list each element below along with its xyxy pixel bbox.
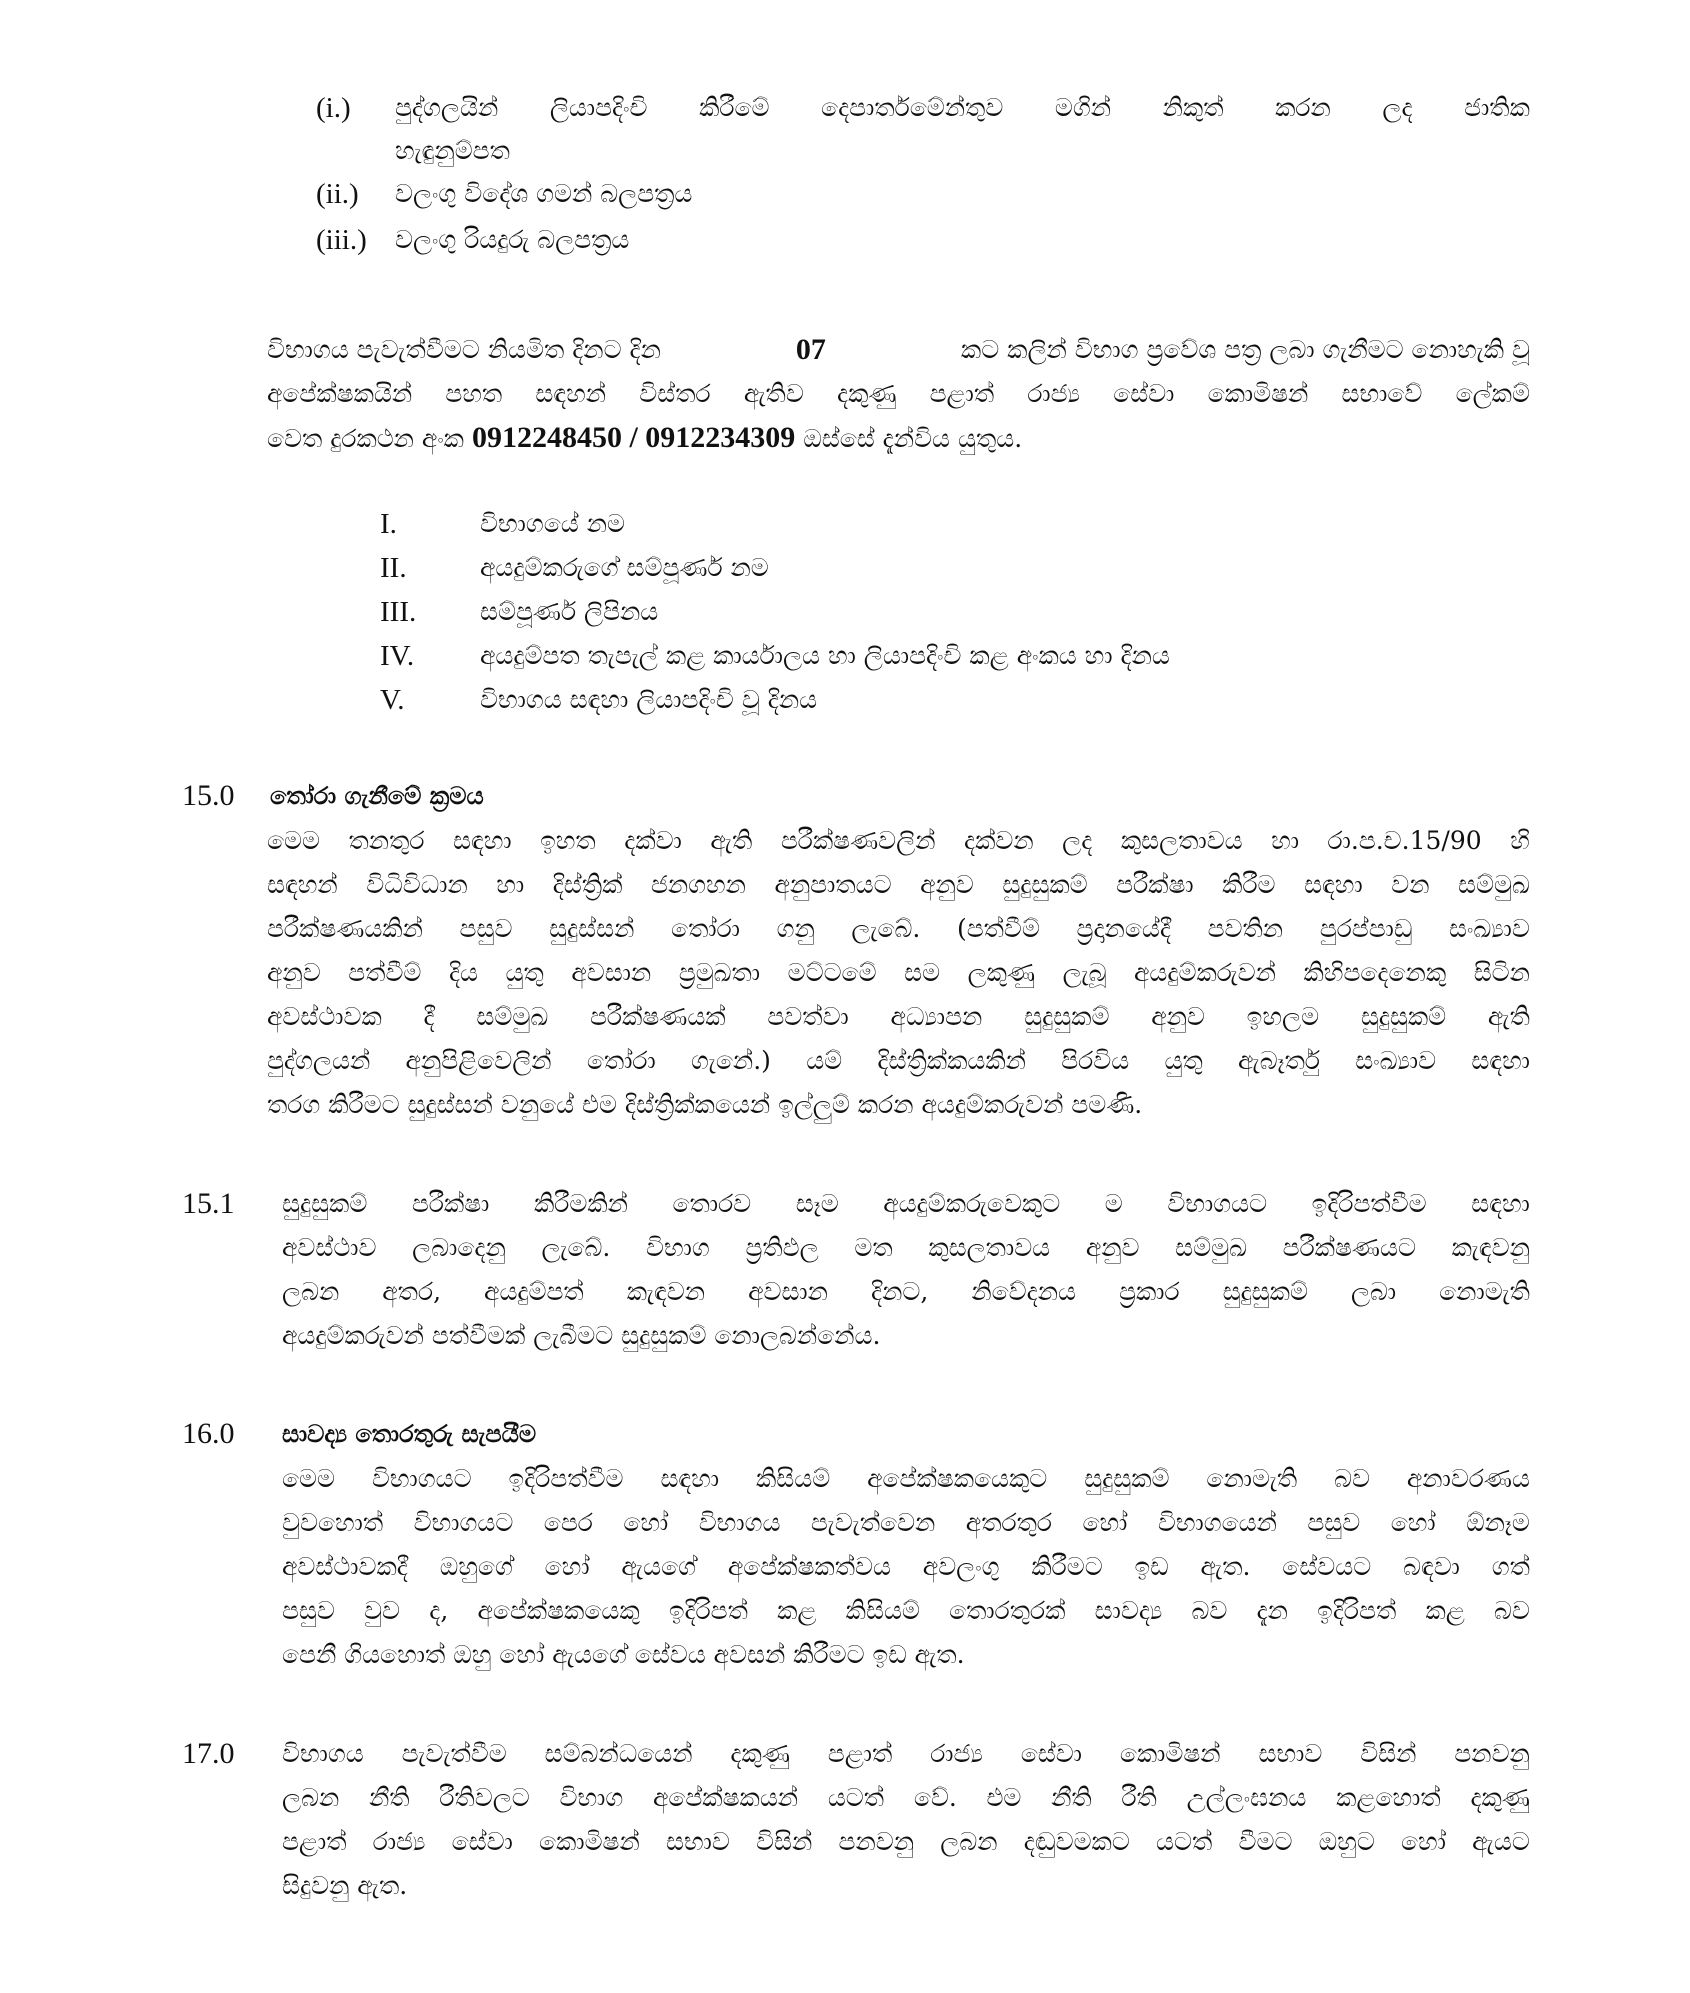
word: යුතු	[1164, 1046, 1203, 1075]
word: දෙපාර්තමේන්තුව	[821, 93, 1004, 122]
word: සුදුසුකම්	[1002, 870, 1088, 899]
section-heading: සාවද්‍ය තොරතුරු සැපයීම	[282, 1419, 537, 1448]
word: අනුපාතයට	[774, 870, 892, 899]
word: ජාතික	[1464, 93, 1530, 122]
list-item-text: වලංගු රියදුරු බලපත්‍රය	[395, 225, 630, 254]
word: දකුණු	[730, 1739, 790, 1768]
word: නොමැති	[1206, 1464, 1298, 1493]
word: හෝ	[544, 1552, 590, 1581]
list-item-text: අයදුම්පත තැපැල් කළ කාර්යාලය හා ලියාපදිංචි කළ අංකය හා දිනය	[480, 641, 1170, 670]
list-marker: (i.)	[316, 92, 351, 124]
paragraph-line	[267, 1045, 1530, 1077]
word: සඳහා	[1471, 1189, 1530, 1218]
paragraph-line	[267, 913, 1530, 945]
word: රාජ්‍ය	[930, 1739, 983, 1768]
word: කැඳවනු	[1451, 1233, 1530, 1262]
word: කොමිෂන්	[539, 1827, 640, 1856]
word: සඳහන්	[267, 870, 338, 899]
word: කැඳවන	[626, 1277, 706, 1306]
paragraph-line	[267, 825, 1530, 857]
word: සාවද්‍ය	[1094, 1596, 1163, 1625]
word: ලබන	[282, 1277, 340, 1306]
word: පුද්ගලයින්	[395, 93, 499, 122]
word: සභාව	[1258, 1739, 1323, 1768]
word: අපේක්ෂකයෙකුට	[867, 1464, 1048, 1493]
word: ලකුණු	[967, 958, 1036, 987]
word: අනුව	[1151, 1002, 1205, 1031]
word: පවත්වා	[767, 1002, 849, 1031]
word: සේවා	[1020, 1739, 1082, 1768]
word: විසින්	[756, 1827, 813, 1856]
word: පෙර	[543, 1508, 593, 1537]
word: පරීක්ෂණයක්	[590, 1002, 726, 1031]
word: අනුව	[267, 958, 321, 987]
paragraph-line	[267, 422, 1022, 455]
word: පහත	[445, 379, 503, 408]
word: පුද්ගලයන්	[267, 1046, 371, 1075]
list-marker: III.	[380, 596, 417, 628]
word: එම	[986, 1783, 1022, 1812]
word: පසුව	[282, 1596, 335, 1625]
word: තෝරා	[671, 914, 740, 943]
word: විභාගය	[698, 1508, 781, 1537]
word: පනවනු	[1454, 1739, 1530, 1768]
word: බව	[1494, 1596, 1530, 1625]
word: කළ	[1425, 1596, 1465, 1625]
word: බඳවා	[1403, 1552, 1460, 1581]
paragraph-line: පෙනී ගියහොත් ඔහු හෝ ඇයගේ සේවය අවසන් කිරීමට ඉඩ ඇත.	[282, 1640, 965, 1669]
word: පරීක්ෂා	[411, 1189, 490, 1218]
word: නිකුත්	[1162, 93, 1224, 122]
phone-numbers: 0912248450 / 0912234309	[471, 421, 796, 454]
word: සභාව	[666, 1827, 730, 1856]
list-marker: IV.	[380, 640, 415, 672]
word: යටත්	[827, 1783, 885, 1812]
word: සුදුසුකම්	[1084, 1464, 1170, 1493]
list-item-text: වලංගු විදේශ ගමන් බලපත්‍රය	[395, 179, 693, 208]
word: දිනට,	[870, 1277, 929, 1306]
word: විස්තර	[639, 379, 711, 408]
word: කිරීම	[1222, 870, 1276, 899]
section-heading: තෝරා ගැනීමේ ක්‍රමය	[270, 781, 484, 810]
paragraph-line	[282, 1595, 1530, 1627]
word: විභාගයට	[371, 1464, 472, 1493]
word: සඳහා	[452, 826, 512, 855]
word: මත	[854, 1233, 893, 1262]
list-marker: V.	[380, 684, 405, 716]
word: දකුණු	[836, 379, 897, 408]
word: තනතුර	[348, 826, 425, 855]
list-item-text: විභාගයේ නම	[480, 509, 625, 538]
word: දී	[423, 1002, 435, 1031]
paragraph-line	[282, 1507, 1530, 1539]
word: සුදුසුකම්	[282, 1189, 368, 1218]
paragraph-line	[282, 1738, 1530, 1770]
list-marker: (ii.)	[316, 178, 359, 210]
word: අනුව	[920, 870, 974, 899]
word: කිරීමේ	[699, 93, 770, 122]
word: සේවා	[451, 1827, 513, 1856]
word: මෙම	[282, 1464, 335, 1493]
word: ඉඩ	[1134, 1552, 1169, 1581]
word: සම්මුඛ	[1175, 1233, 1247, 1262]
word: අපේක්ෂකයින්	[267, 379, 413, 408]
word: සඳහන්	[535, 379, 607, 408]
word: හෝ	[1082, 1508, 1128, 1537]
word: රීතිවලට	[439, 1783, 530, 1812]
word: හෝ	[1390, 1508, 1436, 1537]
word: මගින්	[1054, 93, 1112, 122]
word: සම්බන්ධයෙන්	[544, 1739, 693, 1768]
word: ලේකම්	[1455, 379, 1530, 408]
word: ලියාපදිංචි	[549, 93, 648, 122]
word: පරීක්ෂණයට	[1282, 1233, 1416, 1262]
word: ඉදිරිපත්වීම	[1311, 1189, 1427, 1218]
word: ලද	[1382, 93, 1413, 122]
list-item-text: සම්පූර්ණ ලිපිනය	[480, 597, 659, 626]
word: දකුණු	[1470, 1783, 1530, 1812]
word: බව	[1191, 1596, 1228, 1625]
word: ද,	[429, 1596, 449, 1625]
word: තොරතුරක්	[949, 1596, 1066, 1625]
list-item-text	[395, 92, 1530, 124]
word: කිසියම්	[755, 1464, 831, 1493]
word: පළාත්	[929, 379, 995, 408]
word: ප්‍රකාර	[1119, 1277, 1180, 1306]
word: පළාත්	[282, 1827, 347, 1856]
list-marker: II.	[380, 552, 407, 584]
paragraph-line	[267, 869, 1530, 901]
paragraph-line	[282, 1276, 1530, 1308]
section-number: 15.0	[182, 779, 235, 812]
word: විභාග	[559, 1783, 624, 1812]
section-number: 16.0	[182, 1417, 235, 1450]
word: සම්මුඛ	[476, 1002, 549, 1031]
word: ලැබේ.	[851, 914, 921, 943]
paragraph-line: සිදුවනු ඇත.	[282, 1871, 408, 1900]
word: මට්ටමේ	[787, 958, 877, 987]
word: කරන	[1275, 93, 1331, 122]
word: වුවහොත්	[282, 1508, 384, 1537]
word: හෝ	[1401, 1827, 1446, 1856]
word: ජනගහන	[650, 870, 746, 899]
word: ම	[1104, 1189, 1123, 1218]
paragraph-line	[282, 1782, 1530, 1814]
word: ඇති	[1487, 1002, 1530, 1031]
word: ලබන	[940, 1827, 998, 1856]
word: හා	[1271, 826, 1300, 855]
word: අතර,	[382, 1277, 442, 1306]
word: හෝ	[623, 1508, 669, 1537]
word: අවලංගු	[922, 1552, 1000, 1581]
word: සඳහා	[1304, 870, 1363, 899]
word: අනුව	[1085, 1233, 1140, 1262]
word: පසුව	[459, 914, 513, 943]
word: අතරතුර	[965, 1508, 1052, 1537]
word: ඇබෑර්තු	[1238, 1046, 1320, 1075]
word: අපේක්ෂකයන්	[652, 1783, 799, 1812]
word: කිසියම්	[845, 1596, 920, 1625]
word: ලබා	[1350, 1277, 1397, 1306]
word: ඇයට	[1472, 1827, 1530, 1856]
paragraph-line	[282, 1232, 1530, 1264]
word: ඉදිරිපත්	[668, 1596, 748, 1625]
word: අවස්ථාවක	[267, 1002, 382, 1031]
word: ඉදිරිපත්වීම	[508, 1464, 624, 1493]
word: වන	[1391, 870, 1430, 899]
word: පළාත්	[827, 1739, 893, 1768]
word: කිහිපදෙනෙකු	[1303, 958, 1447, 987]
word: ලැබූ	[1062, 958, 1107, 987]
word: පවතින	[1207, 914, 1284, 943]
word: පරීක්ෂණවලින්	[780, 826, 936, 855]
word: විධිවිධාන	[366, 870, 468, 899]
word: ඔහුට	[1318, 1827, 1375, 1856]
word: විසින්	[1360, 1739, 1417, 1768]
word: ලද	[1062, 826, 1093, 855]
word: විභාගය	[282, 1739, 364, 1768]
word: රා.ප.ච.15/90	[1327, 826, 1482, 855]
word: පැවැත්වීම	[401, 1739, 507, 1768]
word: සම	[904, 958, 941, 987]
word: කළහොත්	[1336, 1783, 1441, 1812]
word: අවසාන	[748, 1277, 828, 1306]
paragraph-line: තරග කිරීමට සුදුස්සන් වනුයේ එම දිස්ත්‍රික්කයෙන් ඉල්ලුම් කරන අයදුම්කරුවන් පමණි.	[267, 1090, 1143, 1119]
paragraph-line	[267, 1001, 1530, 1033]
paragraph-line	[267, 378, 1530, 410]
word: සුදුසුකම්	[1024, 1002, 1110, 1031]
word: අධ්‍යාපන	[890, 1002, 983, 1031]
word: රීති	[1121, 1783, 1157, 1812]
word: දිස්ත්‍රික්	[552, 870, 623, 899]
word: පුරප්පාඩු	[1319, 914, 1413, 943]
paragraph-line	[267, 957, 1530, 989]
word: ඉදිරිපත්	[1317, 1596, 1397, 1625]
word: ඉහත	[540, 826, 596, 855]
word: දක්වා	[624, 826, 682, 855]
word: ලැබේ.	[541, 1233, 611, 1262]
word: පැවැත්වෙන	[810, 1508, 936, 1537]
word: පරීක්ෂා	[1116, 870, 1194, 899]
word: සේවා	[1113, 379, 1175, 408]
word: බව	[1334, 1464, 1370, 1493]
word: යුතු	[505, 958, 544, 987]
word: රාජ්‍ය	[1027, 379, 1081, 408]
word: ඇත.	[1200, 1552, 1251, 1581]
word: කිරීමට	[1031, 1552, 1103, 1581]
paragraph-line: අයදුම්කරුවන් පත්වීමක් ලැබීමට සුදුසුකම් නොලබන්නේය.	[282, 1321, 881, 1350]
word: අනුපිළිවෙලින්	[405, 1046, 552, 1075]
word: හා	[496, 870, 525, 899]
word: යටත්	[1156, 1827, 1213, 1856]
list-marker: (iii.)	[316, 224, 367, 256]
word: විභාගයට	[1167, 1189, 1268, 1218]
word: ප්‍රතිඵල	[745, 1233, 819, 1262]
word: වුව	[364, 1596, 401, 1625]
paragraph-line	[282, 1551, 1530, 1583]
days-count: 07	[795, 333, 826, 366]
paragraph-line	[267, 334, 1530, 366]
word: හි	[1510, 826, 1530, 855]
word: නොමැති	[1439, 1277, 1530, 1306]
word: සංඛ්‍යාව	[1449, 914, 1530, 943]
word: ගනු	[776, 914, 815, 943]
word: පනවනු	[838, 1827, 915, 1856]
paragraph-line	[282, 1826, 1530, 1858]
word: ඇතිව	[743, 379, 804, 408]
word: සිටින	[1473, 958, 1530, 987]
word: කුසලතාවය	[928, 1233, 1051, 1262]
word: අපේක්ෂකයෙකු	[477, 1596, 640, 1625]
word: ඇයගේ	[621, 1552, 696, 1581]
word: කුසලතාවය	[1120, 826, 1243, 855]
word: සෑම	[795, 1189, 839, 1218]
word: ප්‍රමුඛතා	[678, 958, 761, 987]
word: කොමිෂන්	[1119, 1739, 1221, 1768]
word: ඕනෑම	[1466, 1508, 1530, 1537]
word: විභාගයට	[413, 1508, 514, 1537]
word: අයදුම්කරුවන්	[1134, 958, 1276, 987]
word: සඳහා	[660, 1464, 720, 1493]
word: කිරීමකින්	[533, 1189, 628, 1218]
word: නීති	[1051, 1783, 1092, 1812]
word: දැන	[1256, 1596, 1288, 1625]
word: පිරවිය	[1061, 1046, 1130, 1075]
word: අනාවරණය	[1406, 1464, 1530, 1493]
word: පත්වීම්	[348, 958, 422, 987]
list-item-text: විභාගය සඳහා ලියාපදිංචි වූ දිනය	[480, 685, 818, 714]
list-item-text: හැඳුනුම්පත	[395, 136, 510, 165]
word: ඔහුගේ	[439, 1552, 513, 1581]
word: සුදුසුකම්	[1222, 1277, 1308, 1306]
word: සුදුස්සන්	[549, 914, 635, 943]
word: දිය	[448, 958, 479, 987]
section-number: 15.1	[182, 1187, 235, 1220]
word: කොමිෂන්	[1207, 379, 1309, 408]
word: සභාවේ	[1341, 379, 1423, 408]
word: ප්‍රදානයේදී	[1076, 914, 1171, 943]
word: අපේක්ෂකත්වය	[727, 1552, 891, 1581]
word: පරීක්ෂණයකින්	[267, 914, 423, 943]
word: වීමට	[1238, 1827, 1293, 1856]
word: දක්වන	[963, 826, 1034, 855]
word: රාජ්‍ය	[372, 1827, 426, 1856]
paragraph-line	[282, 1188, 1530, 1220]
word: අයදුම්පත්	[484, 1277, 584, 1306]
list-marker: I.	[380, 508, 397, 540]
word: අවස්ථාවකදී	[282, 1552, 408, 1581]
word: කළ	[777, 1596, 817, 1625]
word: ලබන	[282, 1783, 340, 1812]
word: නීති	[368, 1783, 410, 1812]
paragraph-line	[282, 1463, 1530, 1495]
word: පසුව	[1307, 1508, 1361, 1537]
word: සම්මුඛ	[1458, 870, 1530, 899]
word: මෙම	[267, 826, 320, 855]
word: අවසාන	[571, 958, 652, 987]
word: යම්	[806, 1046, 843, 1075]
word: නිවේදනය	[971, 1277, 1077, 1306]
word: විභාග	[646, 1233, 710, 1262]
word: උල්ලංඝනය	[1186, 1783, 1307, 1812]
word: තොරව	[672, 1189, 752, 1218]
paragraph-text: කට කලින් විභාග ප්‍රවේශ පත්‍ර ලබා ගැනීමට නොහැකි වූ	[960, 335, 1530, 364]
word: අවස්ථාව	[282, 1233, 377, 1262]
word: ගැනේ.)	[691, 1046, 771, 1075]
word: ලබාදෙනු	[412, 1233, 506, 1262]
paragraph-text: වෙත දුරකථන අංක	[267, 424, 464, 453]
word: සුදුසුකම්	[1360, 1002, 1447, 1031]
word: තෝරා	[586, 1046, 656, 1075]
paragraph-text: ඔස්සේ දැන්විය යුතුය.	[803, 424, 1023, 453]
word: දිස්ත්‍රික්කයකින්	[877, 1046, 1026, 1075]
word: වේ.	[913, 1783, 957, 1812]
paragraph-text: විභාගය පැවැත්වීමට නියමිත දිනට දින	[267, 335, 661, 364]
word: ඇති	[710, 826, 753, 855]
section-number: 17.0	[182, 1737, 235, 1770]
word: අයදුම්කරුවෙකුට	[883, 1189, 1061, 1218]
word: (පත්වීම්	[956, 914, 1040, 943]
word: සංඛ්‍යාව	[1355, 1046, 1437, 1075]
word: සඳහා	[1471, 1046, 1530, 1075]
word: විභාගයෙන්	[1157, 1508, 1277, 1537]
word: සේවයට	[1282, 1552, 1372, 1581]
word: දඬුවමකට	[1023, 1827, 1130, 1856]
word: ඉහලම	[1246, 1002, 1320, 1031]
list-item-text: අයදුම්කරුගේ සම්පූර්ණ නම	[480, 553, 769, 582]
word: ගත්	[1491, 1552, 1530, 1581]
